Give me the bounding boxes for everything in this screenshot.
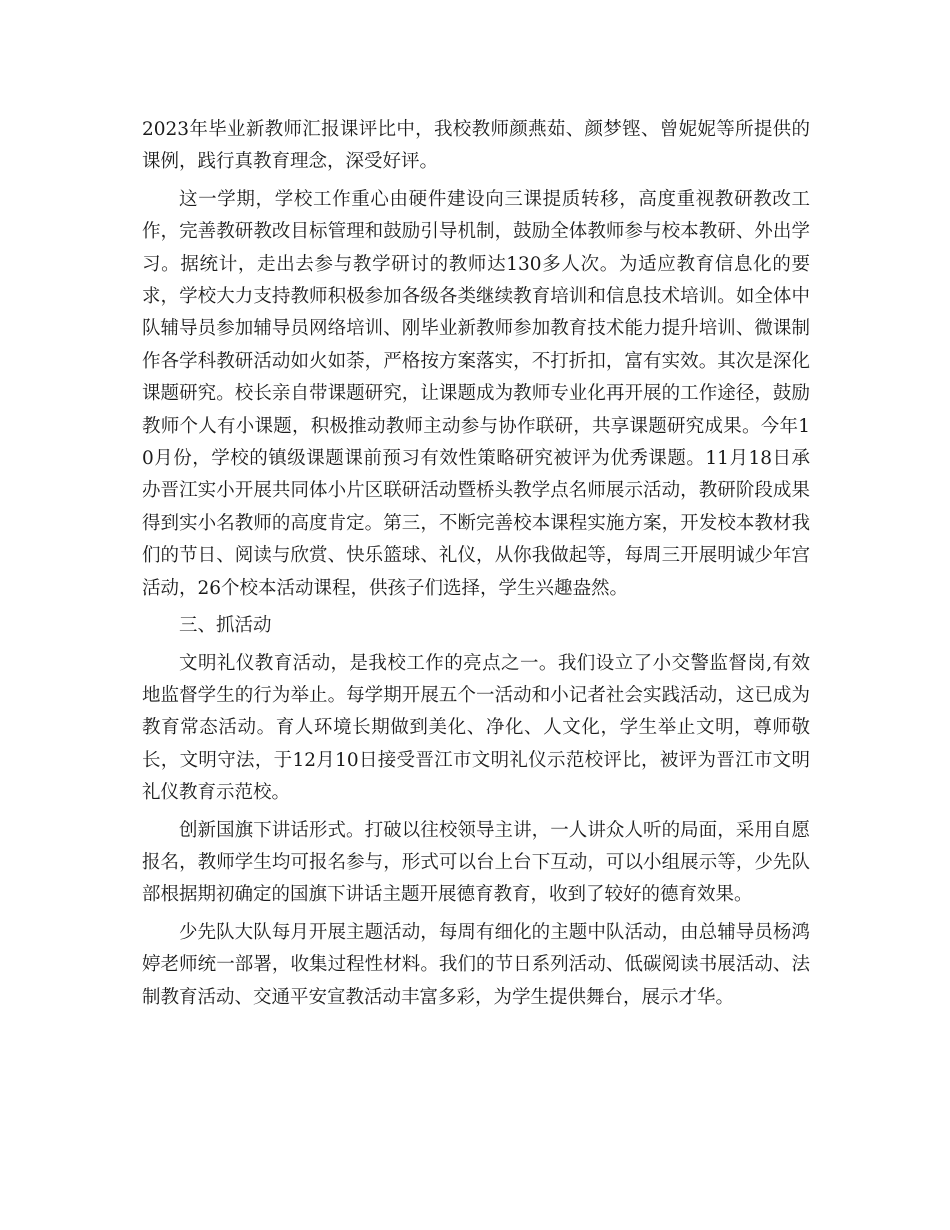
paragraph-teacher-award: 2023年毕业新教师汇报课评比中，我校教师颜燕茹、颜梦铿、曾妮妮等所提供的课例，践行真教育理念，深受好评。: [142, 119, 810, 173]
paragraph-teaching-research: 这一学期，学校工作重心由硬件建设向三课提质转移，高度重视教研教改工作，完善教研教改目标管理和鼓励引导机制，鼓励全体教师参与校本教研、外出学习。据统计，走出去参与教学研讨的教师达130多人次。为适应教育信息化的要求，学校大力支持教师积极参加各级各类继续教育培训和信息技术培训。如全体中队辅导员参加辅导员网络培训、刚毕业新教师参加教育技术能力提升培训、微课制作各学科教研活动如火如荼，严格按方案落实，不打折扣，富有实效。其次是深化课题研究。校长亲自带课题研究，让课题成为教师专业化再开展的工作途径，鼓励教师个人有小课题，积极推动教师主动参与协作联研，共享课题研究成果。今年10月份，学校的镇级课题课前预习有效性策略研究被评为优秀课题。11月18日承办晋江实小开展共同体小片区联研活动暨桥头教学点名师展示活动，教研阶段成果得到实小名教师的高度肯定。第三，不断完善校本课程实施方案，开发校本教材我们的节日、阅读与欣赏、快乐篮球、礼仪，从你我做起等，每周三开展明诚少年宫活动，26个校本活动课程，供孩子们选择，学生兴趣盎然。: [142, 188, 810, 599]
section-heading-activities: 三、抓活动: [179, 615, 272, 637]
paragraph-etiquette-education: 文明礼仪教育活动，是我校工作的亮点之一。我们设立了小交警监督岗,有效地监督学生的行为举止。每学期开展五个一活动和小记者社会实践活动，这已成为教育常态活动。育人环境长期做到美化、净化、人文化，学生举止文明，尊师敬长，文明守法，于12月10日接受晋江市文明礼仪示范校评比，被评为晋江市文明礼仪教育示范校。: [142, 652, 810, 804]
paragraph-flag-speech: 创新国旗下讲话形式。打破以往校领导主讲，一人讲众人听的局面，采用自愿报名，教师学生均可报名参与，形式可以台上台下互动，可以小组展示等，少先队部根据期初确定的国旗下讲话主题开展德育教育，收到了较好的德育效果。: [142, 819, 810, 906]
paragraph-young-pioneers: 少先队大队每月开展主题活动，每周有细化的主题中队活动，由总辅导员杨鸿婷老师统一部署，收集过程性材料。我们的节日系列活动、低碳阅读书展活动、法制教育活动、交通平安宣教活动丰富多彩，为学生提供舞台，展示才华。: [142, 921, 810, 1008]
document-body: [142, 114, 810, 1019]
